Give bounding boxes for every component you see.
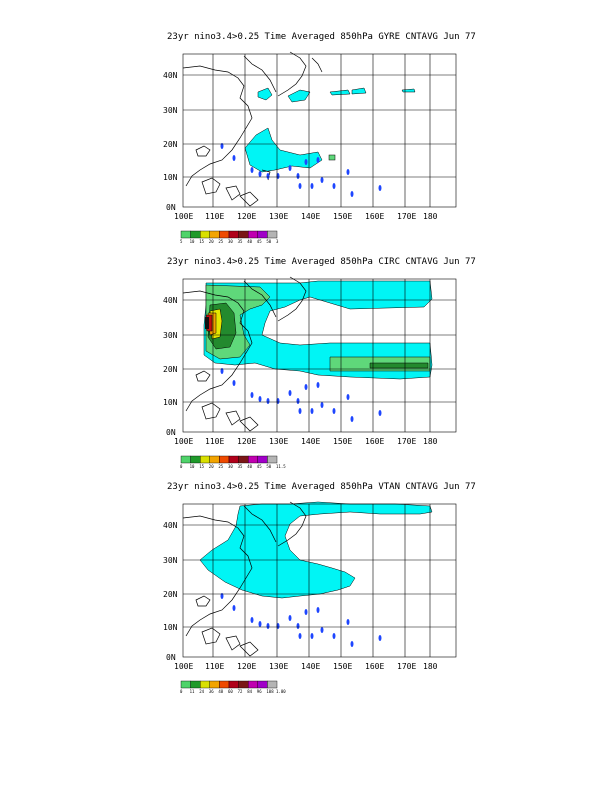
lat-label: 0N [166, 428, 176, 437]
panel-circ [0, 257, 612, 472]
shade-black [205, 317, 209, 329]
lon-label: 120E [237, 437, 257, 446]
scale-swatch [239, 681, 249, 688]
lon-label: 160E [365, 212, 385, 221]
lon-label: 140E [301, 212, 321, 221]
lon-label: 130E [269, 212, 289, 221]
lat-label: 30N [163, 556, 178, 565]
scale-label: 0 [180, 689, 183, 694]
lat-label: 10N [163, 173, 178, 182]
scale-swatch [229, 231, 239, 238]
scale-label: 50 [266, 239, 272, 244]
scale-swatch [200, 231, 210, 238]
scale-swatch [210, 456, 220, 463]
scale-label: 20 [208, 239, 214, 244]
scale-label: 45 [256, 239, 262, 244]
scale-label: 30 [228, 239, 233, 244]
lon-label: 140E [301, 662, 321, 671]
scale-label: 3 [276, 239, 279, 244]
shade-main [245, 128, 322, 172]
color-scale [180, 680, 284, 700]
scale-swatch [248, 456, 258, 463]
lat-label: 10N [163, 623, 178, 632]
scale-swatch [239, 456, 249, 463]
lon-label: 150E [333, 212, 353, 221]
lon-label: 110E [205, 662, 225, 671]
shade-green-east-inner [370, 363, 428, 368]
scale-swatch [248, 681, 258, 688]
scale-label: 0 [180, 464, 183, 469]
lat-label: 0N [166, 203, 176, 212]
scale-label: 15 [199, 239, 205, 244]
scale-swatch [267, 681, 277, 688]
scale-label: 50 [266, 464, 272, 469]
scale-swatch [258, 231, 268, 238]
shade-north-1 [258, 88, 272, 100]
scale-label: 10 [189, 239, 195, 244]
scale-swatch [229, 681, 239, 688]
lat-label: 30N [163, 331, 178, 340]
lat-label: 40N [163, 71, 178, 80]
color-scale-bar [180, 455, 284, 471]
scale-label: 36 [208, 689, 214, 694]
scale-label: 30 [228, 464, 233, 469]
scale-label: 96 [256, 689, 262, 694]
scale-swatch [258, 681, 268, 688]
shade-north-5 [402, 89, 415, 92]
scale-swatch [181, 456, 191, 463]
scale-swatch [191, 681, 201, 688]
lon-label: 100E [174, 212, 194, 221]
scale-swatch [200, 456, 210, 463]
scale-swatch [219, 681, 229, 688]
lon-label: 120E [237, 212, 257, 221]
scale-swatch [239, 231, 249, 238]
lat-label: 40N [163, 296, 178, 305]
scale-label: 1.00 [276, 689, 286, 694]
lon-label: 160E [365, 662, 385, 671]
scale-label: 11.5 [276, 464, 286, 469]
scale-swatch [267, 456, 277, 463]
shade-main [200, 502, 432, 598]
lon-label: 150E [333, 437, 353, 446]
scale-label: 25 [218, 239, 224, 244]
scale-swatch [210, 681, 220, 688]
scale-label: 60 [228, 689, 233, 694]
lon-label: 100E [174, 662, 194, 671]
shaded-region [245, 88, 415, 172]
lat-label: 40N [163, 521, 178, 530]
lon-labels [174, 212, 438, 221]
shade-north-2 [288, 90, 310, 102]
scale-label: 15 [199, 464, 205, 469]
scale-label: 20 [208, 464, 214, 469]
scale-swatch [191, 456, 201, 463]
lon-label: 110E [205, 212, 225, 221]
lat-label: 20N [163, 365, 178, 374]
panel-gyre [0, 32, 612, 247]
scale-label: 5 [180, 239, 183, 244]
lon-label: 180 [423, 662, 438, 671]
shaded-region [200, 502, 432, 598]
lat-label: 30N [163, 106, 178, 115]
islands [221, 593, 382, 647]
lon-label: 110E [205, 437, 225, 446]
scale-swatch [258, 456, 268, 463]
lon-label: 130E [269, 437, 289, 446]
scale-swatch [200, 681, 210, 688]
lat-label: 10N [163, 398, 178, 407]
lat-labels [163, 296, 178, 437]
scale-swatch [229, 456, 239, 463]
shade-north-4 [352, 88, 366, 94]
panel-title: 23yr nino3.4>0.25 Time Averaged 850hPa VTAN CNTAVG Jun 77 [167, 482, 476, 492]
lon-label: 120E [237, 662, 257, 671]
scale-label: 35 [237, 464, 243, 469]
scale-label: 25 [218, 464, 224, 469]
scale-swatch [219, 456, 229, 463]
lon-label: 170E [397, 662, 417, 671]
scale-label: 48 [218, 689, 224, 694]
lat-label: 20N [163, 590, 178, 599]
color-scale-bar [180, 680, 284, 696]
scale-label: 10 [189, 464, 195, 469]
lon-label: 140E [301, 437, 321, 446]
lon-label: 100E [174, 437, 194, 446]
lon-label: 180 [423, 437, 438, 446]
scale-label: 11 [189, 689, 195, 694]
scale-swatch [267, 231, 277, 238]
color-scale [180, 230, 284, 250]
map-vtan [0, 482, 612, 697]
map-grid [183, 54, 456, 207]
shaded-region [204, 281, 432, 379]
green-box [329, 155, 335, 160]
lat-label: 20N [163, 140, 178, 149]
scale-swatch [181, 681, 191, 688]
islands [221, 143, 382, 197]
scale-swatch [191, 231, 201, 238]
scale-label: 45 [256, 464, 262, 469]
lon-label: 170E [397, 212, 417, 221]
panel-vtan [0, 482, 612, 697]
lon-label: 180 [423, 212, 438, 221]
lat-labels [163, 521, 178, 662]
lon-labels [174, 437, 438, 446]
panel-title: 23yr nino3.4>0.25 Time Averaged 850hPa CIRC CNTAVG Jun 77 [167, 257, 476, 267]
scale-label: 72 [237, 689, 243, 694]
scale-swatch [248, 231, 258, 238]
color-scale-bar [180, 230, 284, 246]
scale-label: 84 [247, 689, 253, 694]
map-circ [0, 257, 612, 472]
scale-label: 40 [247, 239, 253, 244]
scale-label: 108 [266, 689, 274, 694]
lat-labels [163, 71, 178, 212]
lon-labels [174, 662, 438, 671]
panel-title: 23yr nino3.4>0.25 Time Averaged 850hPa GYRE CNTAVG Jun 77 [167, 32, 476, 42]
scale-label: 24 [199, 689, 205, 694]
lon-label: 170E [397, 437, 417, 446]
lon-label: 130E [269, 662, 289, 671]
scale-swatch [181, 231, 191, 238]
color-scale [180, 455, 284, 475]
scale-swatch [219, 231, 229, 238]
scale-label: 40 [247, 464, 253, 469]
scale-label: 35 [237, 239, 243, 244]
lon-label: 160E [365, 437, 385, 446]
scale-swatch [210, 231, 220, 238]
lat-label: 0N [166, 653, 176, 662]
shade-north-3 [330, 90, 350, 95]
map-gyre [0, 32, 612, 247]
lon-label: 150E [333, 662, 353, 671]
